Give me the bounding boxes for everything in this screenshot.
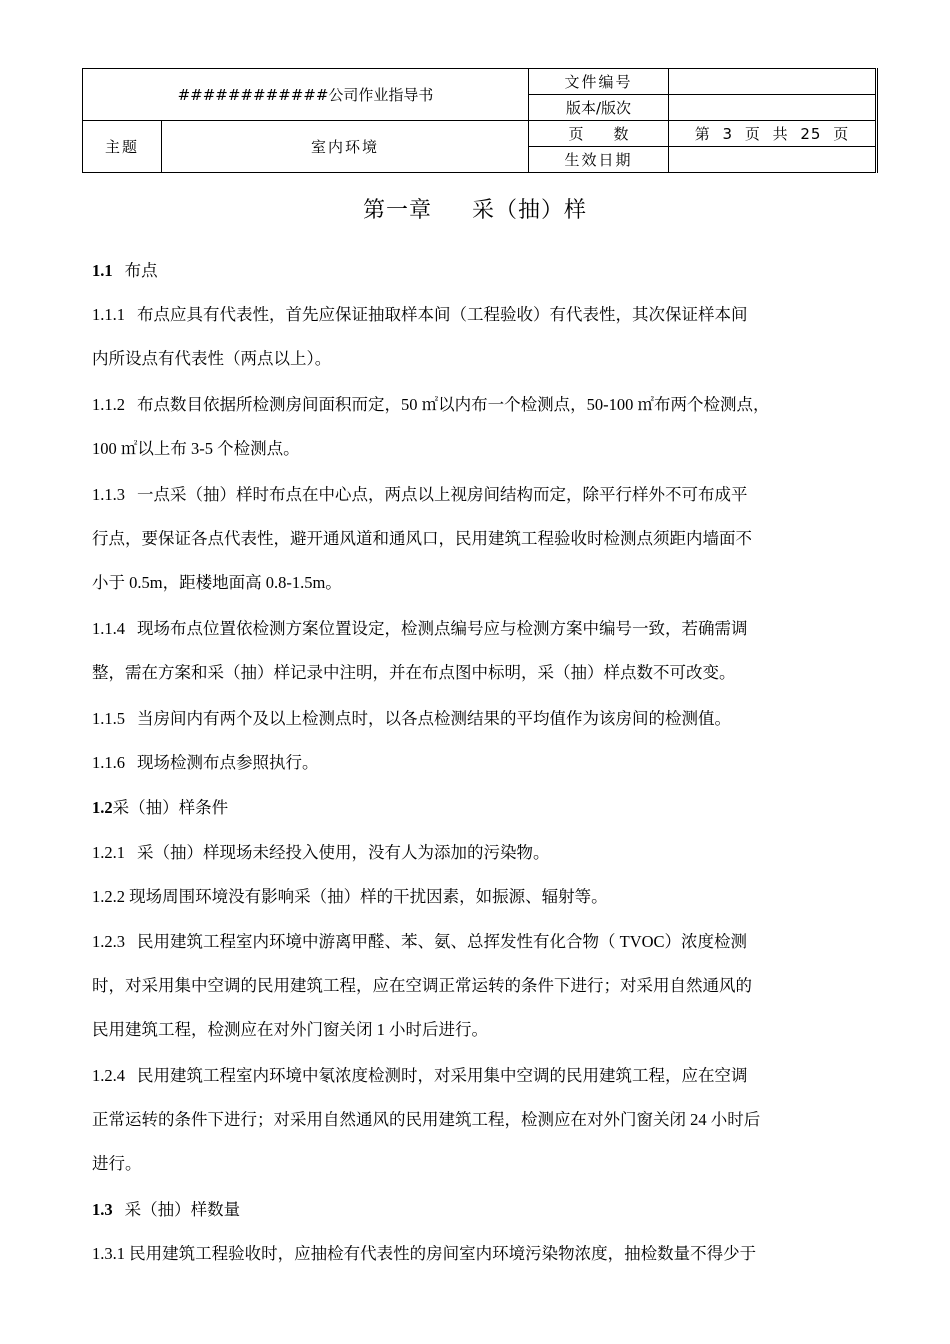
version-label: 版本/版次 <box>529 95 669 121</box>
subject-value: 室内环境 <box>162 121 529 173</box>
paragraph: 1.1.2 布点数目依据所检测房间面积而定，50 ㎡以内布一个检测点，50-100 ㎡布两个检测点， <box>92 395 770 414</box>
paragraph-continuation: 民用建筑工程，检测应在对外门窗关闭 1 小时后进行。 <box>92 1020 488 1039</box>
paragraph: 1.2.2 现场周围环境没有影响采（抽）样的干扰因素，如振源、辐射等。 <box>92 887 608 906</box>
paragraph: 1.1.3 一点采（抽）样时布点在中心点，两点以上视房间结构而定，除平行样外不可布成平 <box>92 485 748 504</box>
paragraph-continuation: 100 ㎡以上布 3-5 个检测点。 <box>92 439 300 458</box>
chapter-title: 采（抽）样 <box>472 198 588 223</box>
file-no-value <box>669 69 877 95</box>
paragraph: 1.1.5 当房间内有两个及以上检测点时，以各点检测结果的平均值作为该房间的检测值。 <box>92 709 731 728</box>
paragraph: 1.3.1 民用建筑工程验收时，应抽检有代表性的房间室内环境污染物浓度，抽检数量不得少于 <box>92 1244 757 1263</box>
section-heading: 1.1 布点 <box>92 261 158 280</box>
paragraph-continuation: 内所设点有代表性（两点以上）。 <box>92 349 332 368</box>
paragraph-continuation: 时，对采用集中空调的民用建筑工程，应在空调正常运转的条件下进行；对采用自然通风的 <box>92 976 752 995</box>
company-title: ############公司作业指导书 <box>83 69 529 121</box>
file-no-label: 文件编号 <box>529 69 669 95</box>
effective-label: 生效日期 <box>529 147 669 173</box>
page-value: 第 3 页 共 25 页 <box>669 121 877 147</box>
section-heading: 1.2采（抽）样条件 <box>92 798 229 817</box>
paragraph-continuation: 正常运转的条件下进行；对采用自然通风的民用建筑工程，检测应在对外门窗关闭 24 小时后 <box>92 1110 761 1129</box>
paragraph: 1.1.1 布点应具有代表性，首先应保证抽取样本间（工程验收）有代表性，其次保证样本间 <box>92 305 748 324</box>
page-label: 页 数 <box>529 121 669 147</box>
paragraph-continuation: 小于 0.5m，距楼地面高 0.8-1.5m。 <box>92 573 342 592</box>
header-table <box>82 68 878 173</box>
effective-value <box>669 147 877 173</box>
chapter-number: 第一章 <box>362 198 432 223</box>
paragraph-continuation: 行点，要保证各点代表性，避开通风道和通风口，民用建筑工程验收时检测点须距内墙面不 <box>92 529 752 548</box>
chapter-heading <box>0 193 950 224</box>
version-value <box>669 95 877 121</box>
section-heading: 1.3 采（抽）样数量 <box>92 1200 241 1219</box>
paragraph: 1.2.3 民用建筑工程室内环境中游离甲醛、苯、氨、总挥发性有化合物（ TVOC）浓度检测 <box>92 932 748 951</box>
paragraph: 1.2.1 采（抽）样现场未经投入使用，没有人为添加的污染物。 <box>92 843 550 862</box>
paragraph: 1.1.4 现场布点位置依检测方案位置设定，检测点编号应与检测方案中编号一致，若确需调 <box>92 619 748 638</box>
subject-label: 主题 <box>83 121 162 173</box>
paragraph-continuation: 整，需在方案和采（抽）样记录中注明，并在布点图中标明，采（抽）样点数不可改变。 <box>92 663 736 682</box>
paragraph: 1.2.4 民用建筑工程室内环境中氡浓度检测时，对采用集中空调的民用建筑工程，应在空调 <box>92 1066 748 1085</box>
paragraph-continuation: 进行。 <box>92 1154 142 1173</box>
paragraph: 1.1.6 现场检测布点参照执行。 <box>92 753 319 772</box>
